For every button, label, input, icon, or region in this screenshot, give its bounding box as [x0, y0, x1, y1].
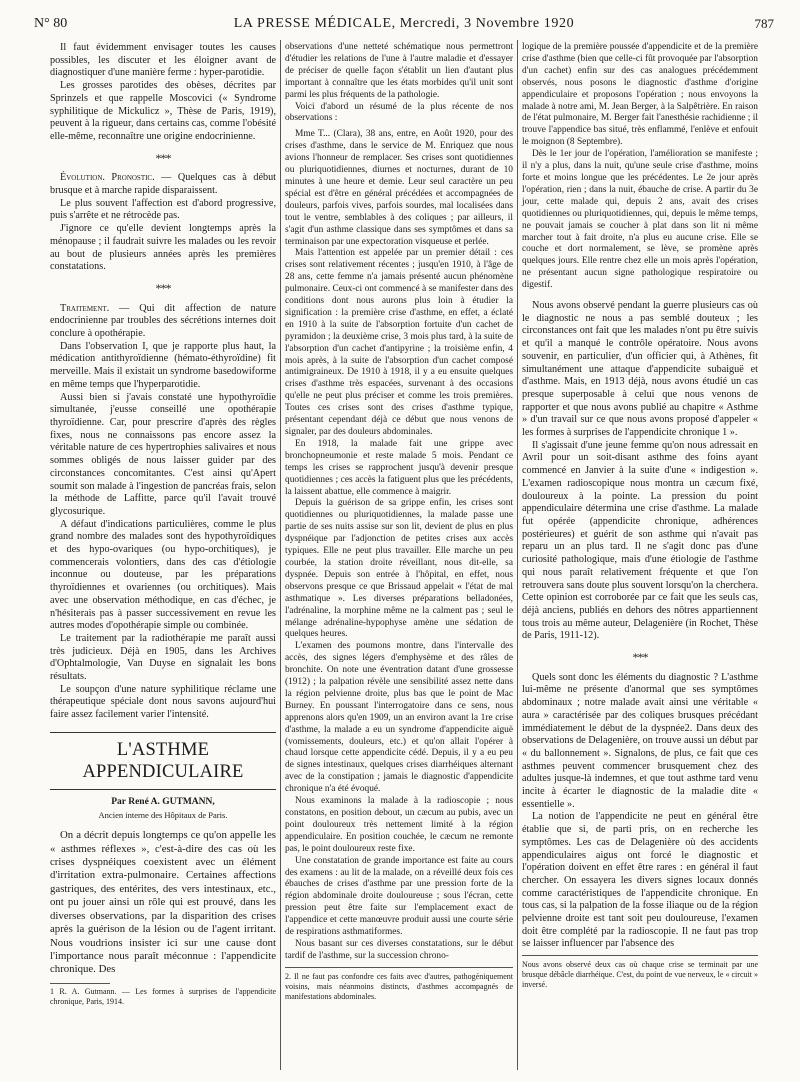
- paragraph: Il s'agissait d'une jeune femme qu'on nous adressait en Avril pour un soit-disant asthme des foins ayant commencé en Janvier à la suite d'une « indigestion ». L'examen radioscopique nous montra un cæcum fixé, douloureux à la pointe. La pression du point appendiculaire détermina une crise d'asthme. La malade fut opérée (appendicite chronique, adhérences postérieures) et guérit de son asthme qui n'avait pas reparu un an plus tard. Il ne s'agit donc pas d'une curiosité pathologique, mais d'une étiologie de l'asthme qui nous paraît relativement fréquente et que l'on retrouvera sans doute plus souvent lorsqu'on la cherchera. Cette opinion est corroborée par ce fait que les seuls cas, déjà anciens, publiés en dehors des nôtres appartiennent tous trois au même auteur, Delagenière (in Rochet, Thèse de Paris, 1911-12).: [522, 439, 758, 642]
- paragraph: Nous examinons la malade à la radioscopie ; nous constatons, en position debout, un cæcum au pubis, avec un point douloureux très nettement limité à la région appendiculaire. En position couchée, le cæcum ne remonte pas, le point douloureux reste fixe.: [285, 796, 513, 854]
- section-text: — Qui dit affection de nature endocrinienne par troubles des sécrétions internes doit conclure à opothérapie.: [50, 302, 277, 340]
- page-header: [34, 16, 774, 36]
- paragraph: Voici d'abord un résumé de la plus récente de nos observations :: [285, 101, 513, 124]
- paragraph: On a décrit depuis longtemps ce qu'on appelle les « asthmes réflexes », c'est-à-dire des cas où les crises dyspnéiques coexistent avec un élément d'irritation extra-pulmonaire. Certaines affections gastriques, des entérites, des vers intestinaux, etc., ont pu jouer ainsi un rôle qui est prouvé, dans les diverses observations, par la disparition des crises après la guérison de la lésion ou de l'agent irritant. Nous voudrions insister ici sur une cause dont l'importance nous paraît méconnue : l'appendicite chronique. Des: [50, 829, 276, 976]
- title-rule-top: [50, 732, 276, 733]
- article-byline: Par René A. GUTMANN,: [111, 796, 215, 807]
- column-divider-left: [280, 40, 281, 1070]
- title-rule-bottom: [50, 789, 276, 790]
- paragraph: Le traitement par la radiothérapie me paraît aussi très judicieux. Déjà en 1905, dans les Archives d'Ophtalmologie, Van Duyse en signalait les bons résultats.: [50, 632, 276, 683]
- paragraph: [50, 172, 276, 197]
- article-title: L'ASTHME APPENDICULAIRE: [82, 739, 244, 782]
- column-divider-right: [517, 40, 518, 1070]
- column-3: [522, 42, 758, 990]
- paragraph: Depuis la guérison de sa grippe enfin, les crises sont quotidiennes ou pluriquotidiennes, la malade passe une partie de ses nuits assise sur son lit, devient de plus en plus dyspnéique par l'adjonction de petites crises aux accès typiques. Elle ne peut plus travailler. Elle marche un peu courbée, la station droite réveillant, nous dit-elle, sa dyspnée. Depuis son entrée à l'hôpital, en effet, nous observons presque ce que Brissaud appelait « l'état de mal asthmatique ». Les diverses préparations belladonées, l'adrénaline, la morphine même ne la calment pas ; seul le mélange adrénaline-hypophyse amène une sédation de quelques heures.: [285, 498, 513, 640]
- journal-title: LA PRESSE MÉDICALE, Mercredi, 3 Novembre 1920: [233, 16, 575, 31]
- section-text: — Quelques cas à début brusque et à marche rapide disparaissent.: [50, 172, 277, 197]
- paragraph: Il faut évidemment envisager toutes les causes possibles, les discuter et les éloigner avant de diagnostiquer d'une manière ferme : hyper-parotidie.: [50, 42, 276, 79]
- paragraph: J'ignore ce qu'elle devient longtemps après la ménopause ; il faudrait suivre les malades ou les revoir au bout de plusieurs années après les premières constatations.: [50, 223, 276, 273]
- paragraph: [50, 303, 276, 341]
- issue-number: N° 80: [34, 16, 68, 31]
- paragraph: L'examen des poumons montre, dans l'intervalle des accès, des signes légers d'emphysème et des râles de bronchite. On note une éventration datant d'une grossesse (1912) ; la palpation révèle une sensibilité assez nette dans la région pelvienne droite, plus bas que le point de Mac Burney. En poussant l'interrogatoire dans ce sens, nous apprenons alors qu'en 1909, un an environ avant la 1re crise d'asthme, la malade a eu un syndrome d'appendicite aiguë (vomissements, douleurs, etc.) et qu'on allait l'opérer à chaud lorsque cette appendicite cédé. Depuis, il y a eu peu de signes intestinaux, quelques crises diarrhéiques alternant avec de la constipation ; jamais le diagnostic d'appendicite chronique n'a été évoqué.: [285, 641, 513, 795]
- author-affiliation: Ancien interne des Hôpitaux de Paris.: [98, 809, 228, 820]
- page-folio: 787: [754, 16, 774, 31]
- paragraph: Le soupçon d'une nature syphilitique réclame une thérapeutique spéciale dont nous savons aujourd'hui faire assez facilement varier l'intensité.: [50, 683, 276, 721]
- paragraph: Mme T... (Clara), 38 ans, entre, en Août 1920, pour des crises d'asthme, dans le service de M. Enriquez que nous avions l'honneur de remplacer. Ses crises sont quotidiennes ou pluriquotidiennes, diurnes et nocturnes, durant de 10 minutes à une heure et demie. Leur seul caractère un peu spécial est d'être en général précédées et accompagnées de douleurs, parfois vives, parfois sourdes, mal localisées dans tout le ventre, semblables à des coliques ; par ailleurs, il s'agit d'un asthme classique dans ses symptômes et dans sa terminaison par une expectoration visqueuse et perlée.: [285, 129, 513, 247]
- paragraph: A défaut d'indications particulières, comme le plus grand nombre des malades sont des hypothyroïdiques et des hypo-ovariques (ou hypo-orchitiques), je commencerais volontiers, dans des cas d'étiologie inconnue ou douteuse, par les préparations thyroïdiennes et ovariennes (ou orchitiques). Mais avec une observation méthodique, en cas d'échec, je n'hésiterais pas à passer successivement en revue les autres modes d'opothérapie simple ou combinée.: [50, 518, 276, 632]
- section-stars: ***: [632, 650, 648, 665]
- paragraph: Mais l'attention est appelée par un premier détail : ces crises sont relativement récentes ; jusqu'en 1910, à l'âge de 28 ans, cette femme n'a jamais présenté aucun phénomène pulmonaire. Ceux-ci ont commencé à se manifester dans des conditions dont nous aurons plus loin à étudier la signification : la première crise d'asthme, en effet, a éclaté en 1910 à la suite de l'absorption fortuite d'un cachet de pyramidon ; la deuxième crise, 3 mois plus tard, à la suite de l'absorption d'un cachet d'antipyrine ; la troisième enfin, 4 mois après, à la suite de l'absorption d'un cachet composé antimigraineux. De 1910 à 1918, il y a eu ensuite quelques crises d'asthme très espacées, survenant à des occasions qu'elle ne peut plus préciser et comme les trois premières. Toutes ces crises sont des crises d'asthme typique, présentant cependant déjà ce début que nous venons de signaler, par des douleurs abdominales.: [285, 248, 513, 437]
- section-stars: ***: [155, 280, 171, 295]
- paragraph: logique de la première poussée d'appendicite et de la première crise d'asthme (bien que celle-ci fût provoquée par l'absorption d'un cachet) enfin sur des cas analogues précédemment observés, nous posons le diagnostic d'asthme d'origine appendiculaire et proposons l'opération ; nous envoyons la malade à notre ami, M. Jean Berger, à la Salpêtrière. En raison de l'état pulmonaire, M. Berger fait l'anesthésie rachidienne ; il trouve l'appendice bas situé, très enflammé, l'enlève et enfouit le moignon (8 Septembre).: [522, 42, 758, 148]
- paragraph: Le plus souvent l'affection est d'abord progressive, puis s'arrête et ne rétrocède pas.: [50, 197, 276, 222]
- footnote: 2. Il ne faut pas confondre ces faits avec d'autres, pathogéniquement voisins, mais néanmoins distincts, d'asthmes accompagnés de manifestations abdominales.: [285, 971, 513, 1001]
- paragraph: observations d'une netteté schématique nous permettront d'étudier les relations de l'une à l'autre maladie et d'essayer de préciser de quelle façon s'établit un lien d'autant plus important à connaître que les états morbides qu'il unit sont parmi les plus fréquents de la pathologie.: [285, 42, 513, 100]
- paragraph: Les grosses parotides des obèses, décrites par Sprinzels et que rappelle Moscovici (« Syndrome syphilitique de Mickulicz », Thèse de Paris, 1919), peuvent à la rigueur, dans certains cas, comme l'obésité elle-même, reconnaître une origine endocrinienne.: [50, 80, 276, 142]
- footnote-rule: [522, 955, 758, 956]
- paragraph: Quels sont donc les éléments du diagnostic ? L'asthme lui-même ne présente d'anormal que ses symptômes abdominaux ; notre malade avait ainsi une véritable « aura » caractérisée par des coliques brusques précédant immédiatement le début de la dyspnée2. Dans deux des observations de Delagenière, on trouve aussi un début par « du ballonnement ». Signalons, de plus, ce fait que ces asthmes peuvent commencer brusquement chez des adultes jusque-là indemnes, et que tout asthme tard venu incite à écarter le diagnostic de la maladie dite « essentielle ».: [522, 671, 758, 810]
- section-heading-evolution: Évolution. Pronostic.: [60, 172, 155, 184]
- footnote-rule: [50, 983, 110, 984]
- footnote-rule: [285, 967, 513, 968]
- section-stars: ***: [155, 150, 171, 165]
- paragraph: Nous avons observé pendant la guerre plusieurs cas où le diagnostic ne nous a pas semblé douteux ; les circonstances ont fait que les malades n'ont pu être suivis et qu'il a manqué le contrôle opératoire. Nous avons souvenir, en particulier, d'un officier qui, à Athènes, fit simultanément une attaque d'appendicite subaiguë et d'asthme. Mais, en 1913 déjà, nous avons étudié un cas presque superposable à celui que nous venons de rapporter et que nous avons publié au chapitre « Asthme » d'un travail sur ce que nous avons proposé d'appeler « les formes à surprises de l'appendicite chronique 1 ».: [522, 300, 758, 439]
- paragraph: La notion de l'appendicite ne peut en général être établie que si, de parti pris, on en recherche les symptômes. Les cas de Delagenière où des accidents appendiculaires aigus ont forcé le diagnostic et l'opération doivent en effet être rares : en général il faut chercher. On essayera les divers signes locaux donnés comme caractéristiques de l'appendicite chronique. En tous cas, si la palpation de la fosse iliaque ou de la région pelvienne droite est tant soit peu douloureuse, l'examen doit être complété par la radioscopie. Il ne faut pas trop se laisser influencer par l'absence des: [522, 811, 758, 950]
- section-heading-treatment: Traitement.: [60, 302, 110, 314]
- footnote: Nous avons observé deux cas où chaque crise se terminait par une brusque débâcle diarrhéique. C'est, du point de vue nerveux, le « circuit » inversé.: [522, 960, 758, 990]
- paragraph: Dans l'observation I, que je rapporte plus haut, la médication antithyroïdienne (hémato-éthyroïdine) fit merveille. Mais il existait un syndrome basedowiforme en même temps que l'hyperparotidie.: [50, 340, 276, 390]
- paragraph: Aussi bien si j'avais constaté une hypothyroïdie simultanée, j'eusse conseillé une opothérapie thyroïdienne. Car, pour prescrire d'après des règles fixes, nous ne connaissons pas encore assez la véritable nature de ces hypertrophies salivaires et nous sommes obligés de nous laisser guider par des circonstances concomitantes. C'est ainsi qu'Apert soumit son malade à l'ingestion de pancréas frais, selon la méthode de Laffitte, parce qu'il l'avait trouvé glycosurique.: [50, 391, 276, 517]
- paragraph: Une constatation de grande importance est faite au cours des examens : au lit de la malade, on a réveillé deux fois ces ébauches de crises d'asthme par une pression forte de la région abdominale droite douloureuse ; sous l'écran, cette pression peut être faite sur l'emplacement exact de l'appendice et cette manœuvre produit aussi une courte série de respirations asthmatiformes.: [285, 855, 513, 938]
- paragraph: Dès le 1er jour de l'opération, l'amélioration se manifeste ; il n'y a plus, dans la nuit, qu'une seule crise d'asthme, moins forte et moins longue que les précédentes. Le 2e jour après l'opération, rien ; dans la nuit, ébauche de crise. A partir du 3e jour, cette malade qui, depuis 2 ans, avait des crises quotidiennes ou pluriquotidiennes, qui, depuis le même temps, ne pouvait jamais se coucher à plat dans son lit ni même marcher tout à fait droite, n'a plus eu aucune crise. Elle se couche et dort normalement, se lève, se promène après quelques jours. Elle rentre chez elle un mois après l'opération, ne présentant aucun signe pathologique respiratoire ou digestif.: [522, 149, 758, 291]
- paragraph: Nous basant sur ces diverses constatations, sur le début tardif de l'asthme, sur la succession chrono-: [285, 938, 513, 961]
- column-2: [285, 42, 513, 1002]
- footnote: 1 R. A. Gutmann. — Les formes à surprises de l'appendicite chronique, Paris, 1914.: [50, 986, 276, 1006]
- column-1: [50, 42, 276, 1007]
- paragraph: En 1918, la malade fait une grippe avec bronchopneumonie et reste malade 5 mois. Pendant ce temps les crises se rapprochent jusqu'à devenir presque quotidiennes ; ces accès la fatiguent plus que les précédents, la laissent abattue, elle commence à maigrir.: [285, 438, 513, 497]
